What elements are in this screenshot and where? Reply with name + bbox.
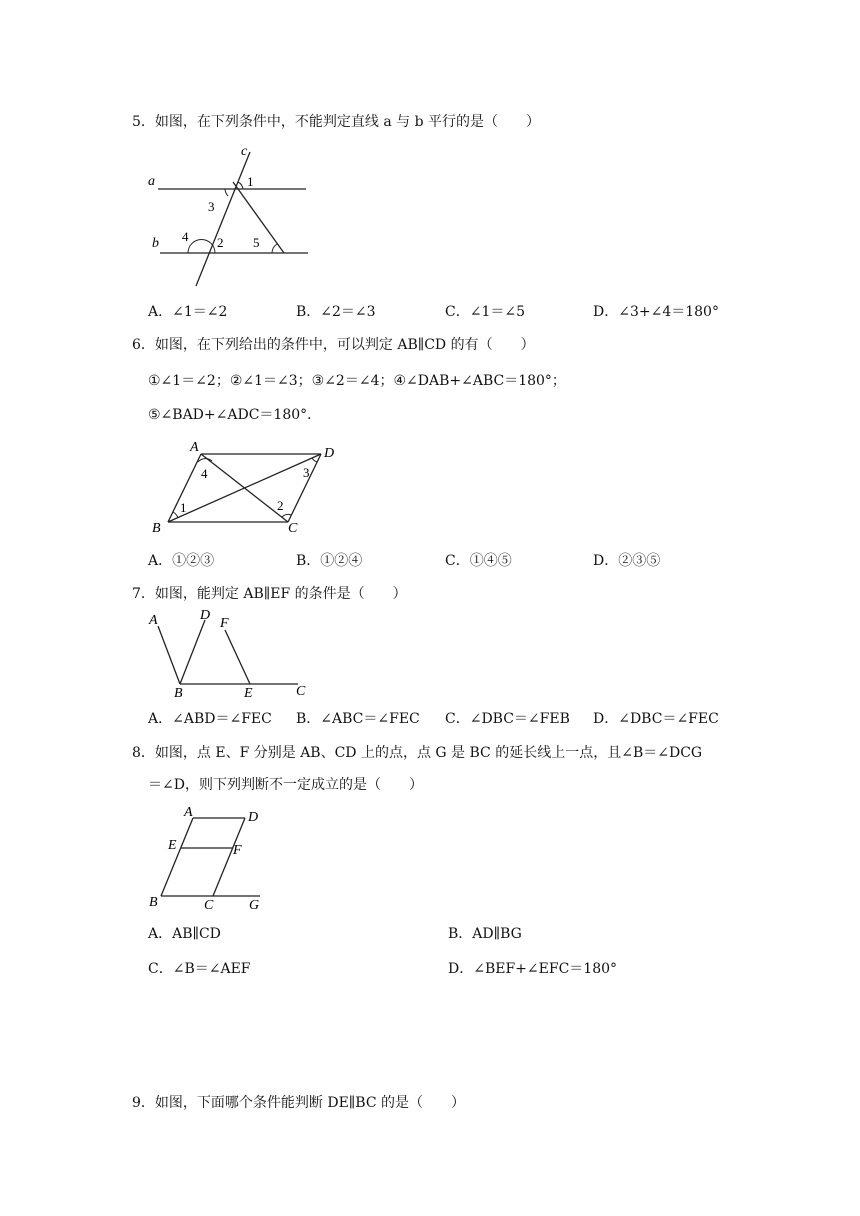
q6-option-b[interactable]: B．①②④ <box>296 553 363 569</box>
q6-figure <box>140 440 350 540</box>
q8-option-c[interactable]: C．∠B＝∠AEF <box>148 961 251 977</box>
q8-label-F: F <box>233 843 242 858</box>
q8-label-G: G <box>249 898 260 913</box>
q5-option-a[interactable]: A．∠1＝∠2 <box>148 304 228 320</box>
q8-label-E: E <box>168 838 177 853</box>
q5-label-a: a <box>148 174 155 189</box>
q7-stem: 7．如图，能判定 AB∥EF 的条件是（ ） <box>132 586 407 602</box>
q9-stem: 9．如图，下面哪个条件能判断 DE∥BC 的是（ ） <box>132 1095 465 1111</box>
q6-option-a[interactable]: A．①②③ <box>148 553 215 569</box>
q6-label-3: 3 <box>303 465 310 480</box>
q8-option-b[interactable]: B．AD∥BG <box>448 926 522 942</box>
q7-label-C: C <box>296 684 306 699</box>
q6-label-C: C <box>288 521 298 536</box>
q6-label-4: 4 <box>201 466 208 481</box>
q6-stem: 6．如图，在下列给出的条件中，可以判定 AB∥CD 的有（ ） <box>132 337 535 353</box>
q5-label-5: 5 <box>253 235 260 250</box>
q7-label-F: F <box>220 616 229 631</box>
q8-stem-line1: 8．如图，点 E、F 分别是 AB、CD 上的点，点 G 是 BC 的延长线上一点，且∠B＝∠DCG <box>132 745 703 761</box>
q7-label-E: E <box>244 686 253 700</box>
q6-label-1: 1 <box>180 500 187 515</box>
q5-figure <box>140 140 320 290</box>
q5-stem: 5．如图，在下列条件中，不能判定直线 a 与 b 平行的是（ ） <box>132 114 541 130</box>
q6-label-D: D <box>324 446 335 461</box>
q8-label-D: D <box>248 810 259 825</box>
q7-option-c[interactable]: C．∠DBC＝∠FEB <box>445 711 570 727</box>
q6-option-d[interactable]: D．②③⑤ <box>593 553 661 569</box>
q7-figure <box>140 606 320 700</box>
q5-label-3: 3 <box>208 199 215 214</box>
q8-label-C: C <box>204 898 214 913</box>
q6-label-2: 2 <box>277 498 284 513</box>
q7-option-b[interactable]: B．∠ABC＝∠FEC <box>296 711 420 727</box>
q6-label-B: B <box>152 521 161 536</box>
q8-label-A: A <box>184 805 193 820</box>
q5-label-c: c <box>241 144 248 159</box>
q8-label-B: B <box>149 895 158 910</box>
q5-line-c <box>196 152 250 286</box>
q5-label-4: 4 <box>182 229 189 244</box>
q6-conditions-line1: ①∠1＝∠2；②∠1＝∠3；③∠2＝∠4；④∠DAB+∠ABC＝180°； <box>148 373 566 389</box>
q7-label-A: A <box>149 613 158 628</box>
q8-figure <box>140 802 270 914</box>
q7-option-a[interactable]: A．∠ABD＝∠FEC <box>148 711 272 727</box>
q5-label-1: 1 <box>247 174 254 189</box>
q8-option-a[interactable]: A．AB∥CD <box>148 926 221 942</box>
q5-option-d[interactable]: D．∠3+∠4＝180° <box>593 304 719 320</box>
q5-option-c[interactable]: C．∠1＝∠5 <box>445 304 525 320</box>
q7-option-d[interactable]: D．∠DBC＝∠FEC <box>593 711 719 727</box>
q8-stem-line2: ＝∠D，则下列判断不一定成立的是（ ） <box>148 777 423 793</box>
q7-label-D: D <box>200 608 211 623</box>
q6-label-A: A <box>190 440 199 455</box>
q5-label-b: b <box>152 236 159 251</box>
q5-option-b[interactable]: B．∠2＝∠3 <box>296 304 376 320</box>
q6-conditions-line2: ⑤∠BAD+∠ADC＝180°． <box>148 407 322 423</box>
q8-option-d[interactable]: D．∠BEF+∠EFC＝180° <box>448 961 618 977</box>
q7-label-B: B <box>174 686 183 700</box>
q6-option-c[interactable]: C．①④⑤ <box>445 553 512 569</box>
q5-label-2: 2 <box>217 235 224 250</box>
